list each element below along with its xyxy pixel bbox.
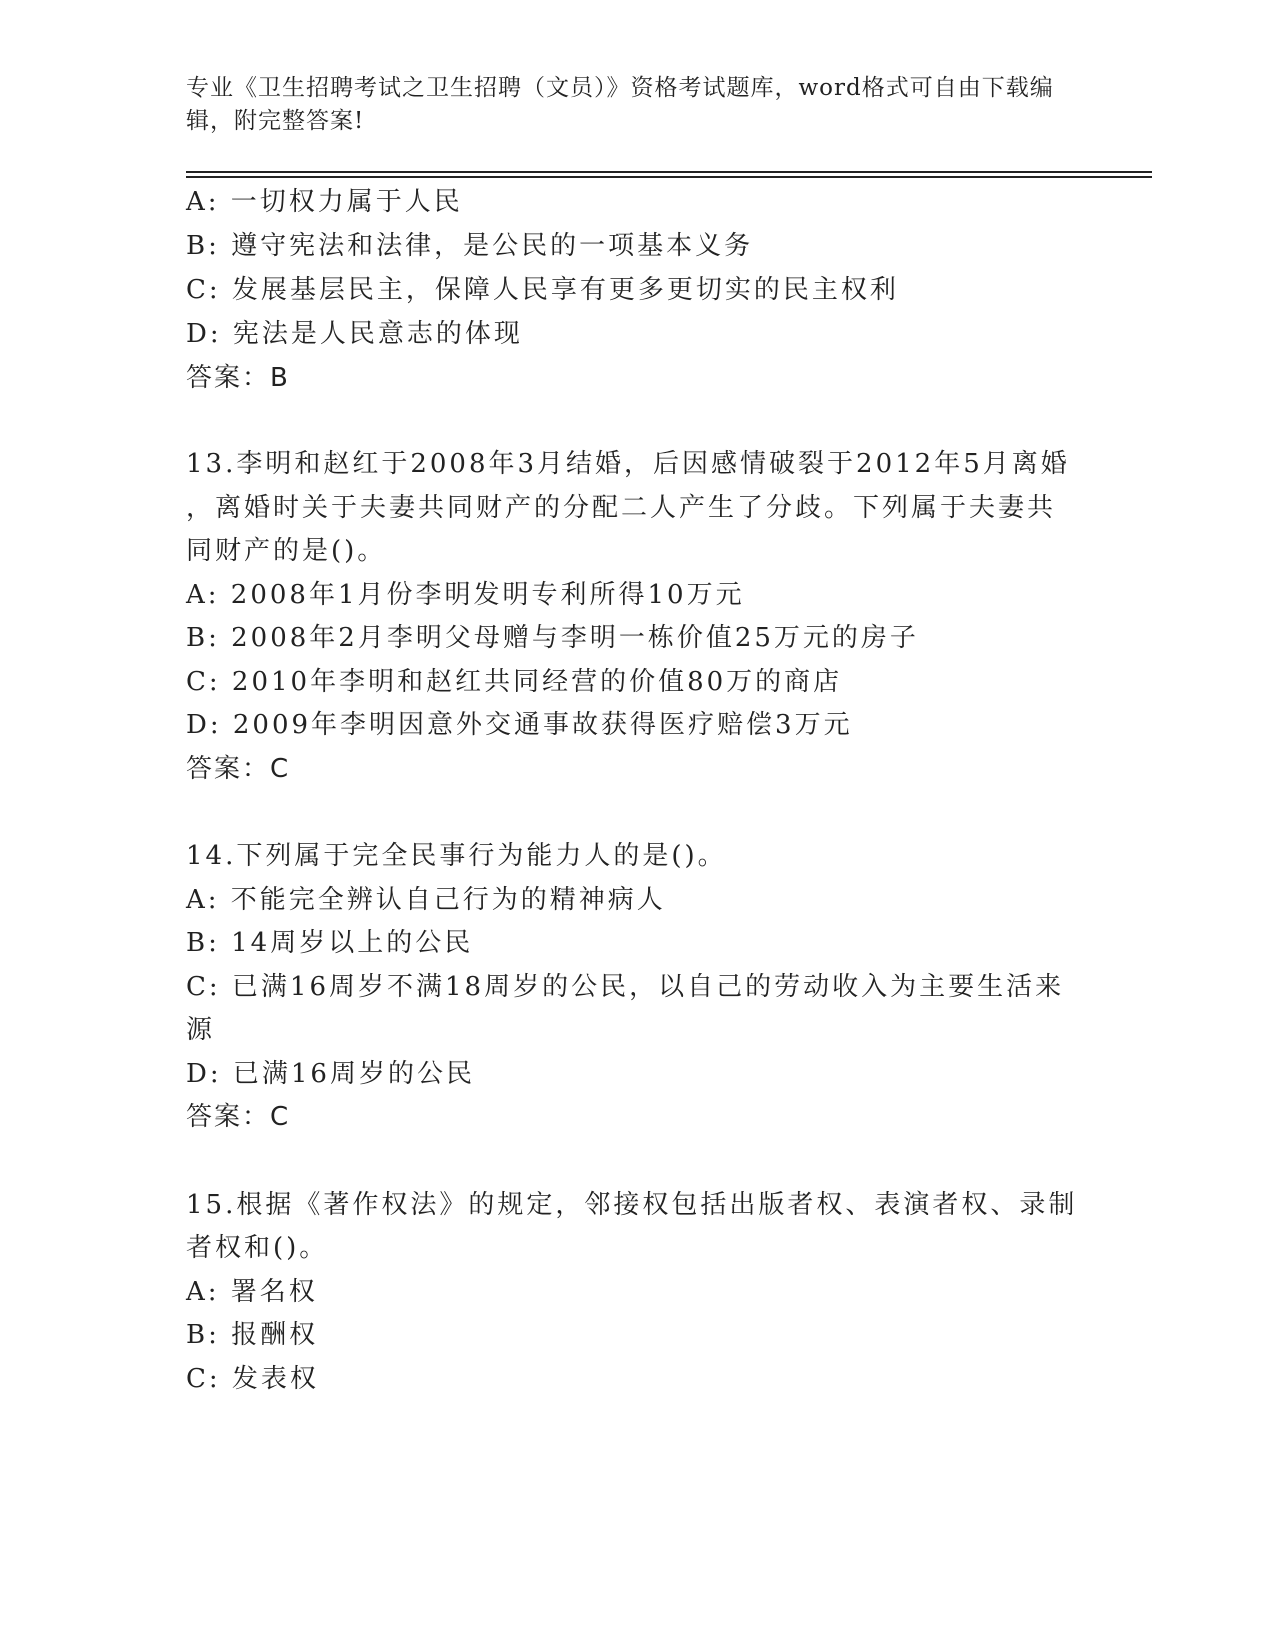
q15-stem-line1: 15.根据《著作权法》的规定，邻接权包括出版者权、表演者权、录制 xyxy=(186,1190,1078,1220)
q14-answer: 答案：C xyxy=(186,1102,291,1132)
document-header: 专业《卫生招聘考试之卫生招聘（文员）》资格考试题库，word格式可自由下载编辑，附完整答案! xyxy=(186,75,1054,134)
q12-option-a: A: 一切权力属于人民 xyxy=(186,187,463,217)
q14-option-d: D: 已满16周岁的公民 xyxy=(186,1059,475,1089)
header-rule-top xyxy=(186,171,1152,173)
q12-option-c: C: 发展基层民主，保障人民享有更多更切实的民主权利 xyxy=(186,275,899,305)
q15-option-c: C: 发表权 xyxy=(186,1364,319,1394)
q14-option-c-line1: C: 已满16周岁不满18周岁的公民，以自己的劳动收入为主要生活来 xyxy=(186,972,1065,1002)
q14-option-b: B: 14周岁以上的公民 xyxy=(186,928,474,958)
q13-stem-line2: ，离婚时关于夫妻共同财产的分配二人产生了分歧。下列属于夫妻共 xyxy=(186,493,1057,523)
q14-option-c-line2: 源 xyxy=(186,1015,216,1045)
q13-option-c: C: 2010年李明和赵红共同经营的价值80万的商店 xyxy=(186,667,843,697)
header-rule-bottom xyxy=(186,176,1152,178)
q13-stem-line3: 同财产的是()。 xyxy=(186,536,387,566)
q14-option-a: A: 不能完全辨认自己行为的精神病人 xyxy=(186,885,666,915)
q12-option-d: D: 宪法是人民意志的体现 xyxy=(186,319,523,349)
q15-option-a: A: 署名权 xyxy=(186,1277,318,1307)
q12-option-b: B: 遵守宪法和法律，是公民的一项基本义务 xyxy=(186,231,754,261)
q15-option-b: B: 报酬权 xyxy=(186,1320,319,1350)
q13-stem-line1: 13.李明和赵红于2008年3月结婚，后因感情破裂于2012年5月离婚 xyxy=(186,449,1070,479)
q13-option-b: B: 2008年2月李明父母赠与李明一栋价值25万元的房子 xyxy=(186,623,919,653)
q13-option-a: A: 2008年1月份李明发明专利所得10万元 xyxy=(186,580,745,610)
q13-option-d: D: 2009年李明因意外交通事故获得医疗赔偿3万元 xyxy=(186,710,853,740)
q13-answer: 答案：C xyxy=(186,754,291,784)
q14-stem: 14.下列属于完全民事行为能力人的是()。 xyxy=(186,841,727,871)
q15-stem-line2: 者权和()。 xyxy=(186,1233,329,1263)
q12-answer: 答案：B xyxy=(186,363,290,393)
